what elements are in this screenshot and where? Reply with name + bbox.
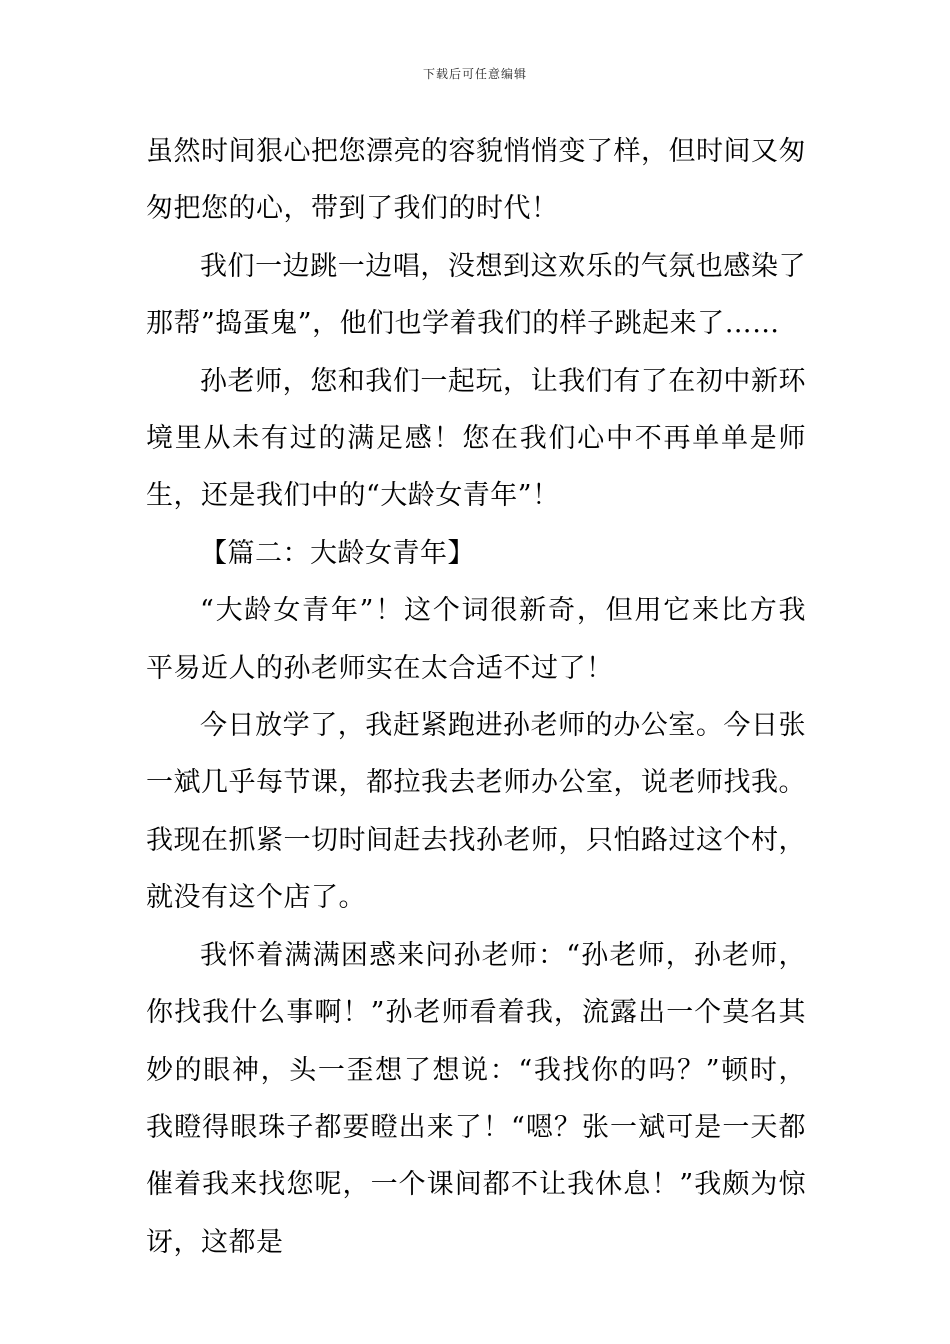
paragraph-4: “大龄女青年”！这个词很新奇，但用它来比方我平易近人的孙老师实在太合适不过了！	[146, 595, 806, 684]
section-heading: 【篇二：大龄女青年】	[200, 537, 475, 569]
paragraph-5: 今日放学了，我赶紧跑进孙老师的办公室。今日张一斌几乎每节课，都拉我去老师办公室，说老师找我。我现在抓紧一切时间赶去找孙老师，只怕路过这个村，就没有这个店了。	[146, 710, 806, 914]
paragraph-1: 虽然时间狠心把您漂亮的容貌悄悄变了样，但时间又匆匆把您的心，带到了我们的时代！	[146, 136, 806, 225]
body-text	[146, 123, 806, 1271]
paragraph-2: 我们一边跳一边唱，没想到这欢乐的气氛也感染了那帮”捣蛋鬼”，他们也学着我们的样子跳起来了……	[146, 250, 806, 340]
page-header: 下载后可任意编辑	[422, 67, 527, 81]
paragraph-3: 孙老师，您和我们一起玩，让我们有了在初中新环境里从未有过的满足感！您在我们心中不再单单是师生，还是我们中的“大龄女青年”！	[146, 365, 806, 512]
paragraph-6: 我怀着满满困惑来问孙老师：“孙老师，孙老师，你找我什么事啊！”孙老师看着我，流露出一个莫名其妙的眼神，头一歪想了想说：“我找你的吗？”顿时，我瞪得眼珠子都要瞪出来了！“嗯？张一斌可是一天都催着我来找您呢，一个课间都不让我休息！”我颇为惊讶，这都是	[146, 939, 806, 1258]
